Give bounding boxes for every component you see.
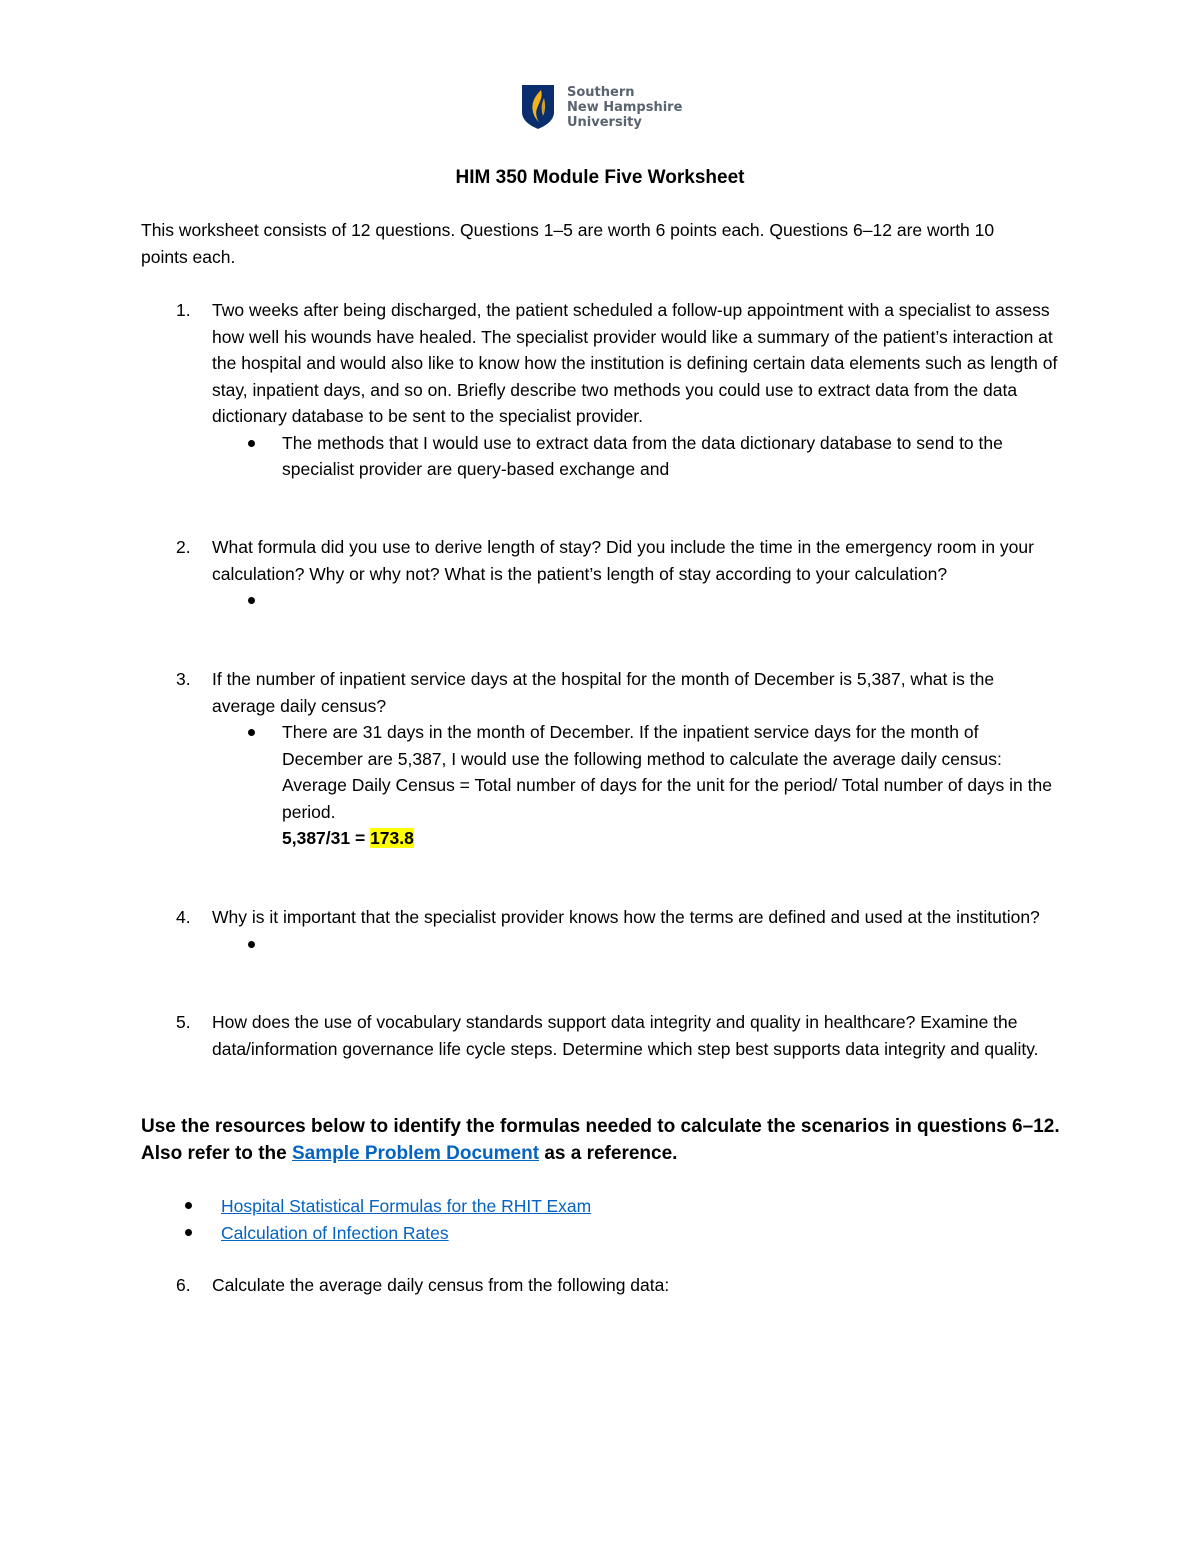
calculation-result: 173.8 bbox=[370, 828, 414, 848]
question-number: 6. bbox=[176, 1275, 191, 1295]
resources-line-2 bbox=[141, 1140, 1081, 1167]
list-item bbox=[141, 1193, 1041, 1220]
question-3 bbox=[141, 666, 1061, 852]
intro-paragraph: This worksheet consists of 12 questions. Questions 1–5 are worth 6 points each. Questions 6–12 are worth 10 points each. bbox=[141, 220, 995, 267]
question-2 bbox=[141, 534, 1061, 613]
question-1 bbox=[141, 297, 1061, 483]
sample-problem-document-link[interactable]: Sample Problem Document bbox=[291, 1143, 540, 1164]
list-item bbox=[141, 1220, 1041, 1247]
page-title: HIM 350 Module Five Worksheet bbox=[455, 167, 745, 188]
question-number: 4. bbox=[176, 907, 191, 927]
resource-links-list bbox=[141, 1193, 1041, 1246]
question-number: 3. bbox=[176, 669, 191, 689]
university-logo bbox=[521, 84, 691, 132]
resources-prefix: Also refer to the bbox=[141, 1143, 292, 1164]
answer-calculation bbox=[282, 825, 1061, 852]
answer-text[interactable]: The methods that I would use to extract data from the data dictionary database to send to the specialist provider are query-based exchange and bbox=[282, 432, 1003, 479]
question-number: 1. bbox=[176, 300, 191, 320]
logo-wordmark bbox=[567, 85, 682, 130]
question-text: Why is it important that the specialist provider knows how the terms are defined and used at the institution? bbox=[212, 907, 1040, 927]
question-6 bbox=[141, 1272, 1061, 1299]
logo-line-3: University bbox=[567, 115, 642, 130]
answer-bullet bbox=[282, 430, 1061, 483]
shield-flame-icon bbox=[521, 84, 555, 130]
calculation-expression: 5,387/31 = bbox=[282, 828, 371, 848]
question-number: 2. bbox=[176, 537, 191, 557]
infection-rates-link[interactable]: Calculation of Infection Rates bbox=[221, 1222, 449, 1243]
question-4 bbox=[141, 904, 1061, 957]
hospital-statistical-formulas-link[interactable]: Hospital Statistical Formulas for the RHIT Exam bbox=[221, 1196, 592, 1216]
answer-bullet bbox=[282, 587, 1061, 613]
resources-instructions bbox=[141, 1113, 1081, 1167]
question-text: What formula did you use to derive length of stay? Did you include the time in the emergency room in your calculation? Why or why not? What is the patient’s length of stay according to your calculation? bbox=[212, 537, 1034, 584]
logo-line-1: Southern bbox=[567, 85, 635, 100]
question-text: Calculate the average daily census from the following data: bbox=[212, 1275, 670, 1295]
question-text: Two weeks after being discharged, the patient scheduled a follow-up appointment with a specialist to assess how well his wounds have healed. The specialist provider would like a summary of the patient’s interaction at the hospital and would also like to know how the institution is defining certain data elements such as length of stay, inpatient days, and so on. Briefly describe two methods you could use to extract data from the data dictionary database to be sent to the specialist provider. bbox=[212, 300, 1058, 426]
question-text: If the number of inpatient service days at the hospital for the month of December is 5,387, what is the average daily census? bbox=[212, 669, 995, 716]
resources-suffix: as a reference. bbox=[539, 1143, 678, 1164]
question-text: How does the use of vocabulary standards support data integrity and quality in healthcare? Examine the data/information governance life cycle steps. Determine which step best supports data integrity and quality. bbox=[212, 1012, 1039, 1059]
answer-bullet bbox=[282, 931, 1061, 957]
resources-line-1: Use the resources below to identify the formulas needed to calculate the scenarios in questions 6–12. bbox=[141, 1116, 1060, 1137]
question-number: 5. bbox=[176, 1012, 191, 1032]
answer-text[interactable]: There are 31 days in the month of December. If the inpatient service days for the month of December are 5,387, I would use the following method to calculate the average daily census: bbox=[282, 722, 1002, 769]
answer-bullet bbox=[282, 719, 1061, 852]
logo-line-2: New Hampshire bbox=[567, 100, 683, 115]
question-5 bbox=[141, 1009, 1061, 1062]
answer-formula: Average Daily Census = Total number of days for the unit for the period/ Total number of days in the period. bbox=[282, 775, 1052, 822]
